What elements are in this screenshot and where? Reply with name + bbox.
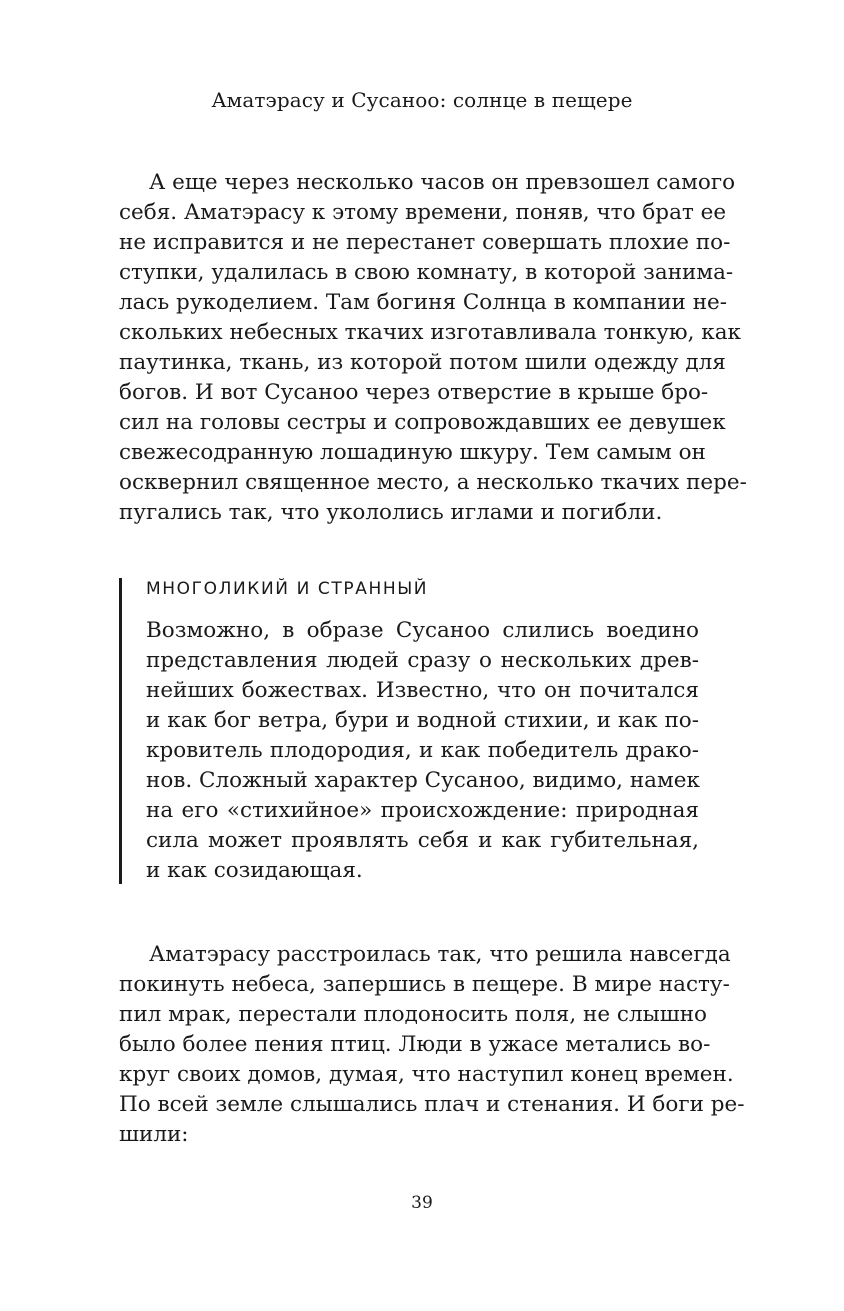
text-line: нейших божествах. Известно, что он почитался bbox=[146, 678, 699, 703]
page-number: 39 bbox=[411, 1193, 433, 1213]
text-line: себя. Аматэрасу к этому времени, поняв, что брат ее bbox=[119, 200, 727, 225]
text-line: нов. Сложный характер Сусаноо, видимо, намек bbox=[146, 768, 700, 793]
text-line: представления людей сразу о нескольких древ- bbox=[146, 648, 699, 673]
text-line: паутинка, ткань, из которой потом шили одежду для bbox=[119, 350, 726, 375]
text-line: на его «стихийное» происхождение: природная bbox=[146, 798, 699, 823]
text-line: круг своих домов, думая, что наступил конец времен. bbox=[119, 1062, 734, 1087]
paragraph bbox=[119, 168, 747, 528]
text-line: лась рукоделием. Там богиня Солнца в компании не- bbox=[119, 290, 728, 315]
text-line: кровитель плодородия, и как победитель драко- bbox=[146, 738, 699, 763]
text-line: и как бог ветра, бури и водной стихии, и как по- bbox=[146, 708, 699, 733]
text-line: богов. И вот Сусаноо через отверстие в крыше бро- bbox=[119, 380, 709, 405]
running-head: Аматэрасу и Сусаноо: солнце в пещере bbox=[211, 88, 633, 112]
text-line: не исправится и не перестанет совершать плохие по- bbox=[119, 230, 731, 255]
text-line: свежесодранную лошадиную шкуру. Тем самым он bbox=[119, 440, 706, 465]
text-line: Аматэрасу расстроилась так, что решила навсегда bbox=[149, 942, 731, 967]
text-line: пугались так, что укололись иглами и погибли. bbox=[119, 500, 663, 525]
sidebar-text bbox=[146, 616, 699, 886]
text-line: скольких небесных ткачих изготавливала тонкую, как bbox=[119, 320, 741, 345]
text-line: осквернил священное место, а несколько ткачих пере- bbox=[119, 470, 747, 495]
text-line: сил на головы сестры и сопровождавших ее девушек bbox=[119, 410, 726, 435]
sidebar-rule bbox=[119, 578, 122, 884]
text-line: По всей земле слышались плач и стенания. И боги ре- bbox=[119, 1092, 745, 1117]
text-line: покинуть небеса, запершись в пещере. В мире насту- bbox=[119, 972, 730, 997]
text-line: ступки, удалилась в свою комнату, в которой занима- bbox=[119, 260, 734, 285]
text-line: шили: bbox=[119, 1122, 189, 1147]
text-line: было более пения птиц. Люди в ужасе метались во- bbox=[119, 1032, 711, 1057]
text-line: сила может проявлять себя и как губительная, bbox=[146, 828, 699, 853]
text-line: пил мрак, перестали плодоносить поля, не слышно bbox=[119, 1002, 707, 1027]
text-line: Возможно, в образе Сусаноо слились воедино bbox=[146, 618, 699, 643]
sidebar-box bbox=[119, 578, 699, 884]
text-line: и как созидающая. bbox=[146, 858, 363, 883]
paragraph bbox=[119, 940, 745, 1150]
text-line: А еще через несколько часов он превзошел самого bbox=[149, 170, 736, 195]
sidebar-heading: МНОГОЛИКИЙ И СТРАННЫЙ bbox=[146, 579, 429, 599]
